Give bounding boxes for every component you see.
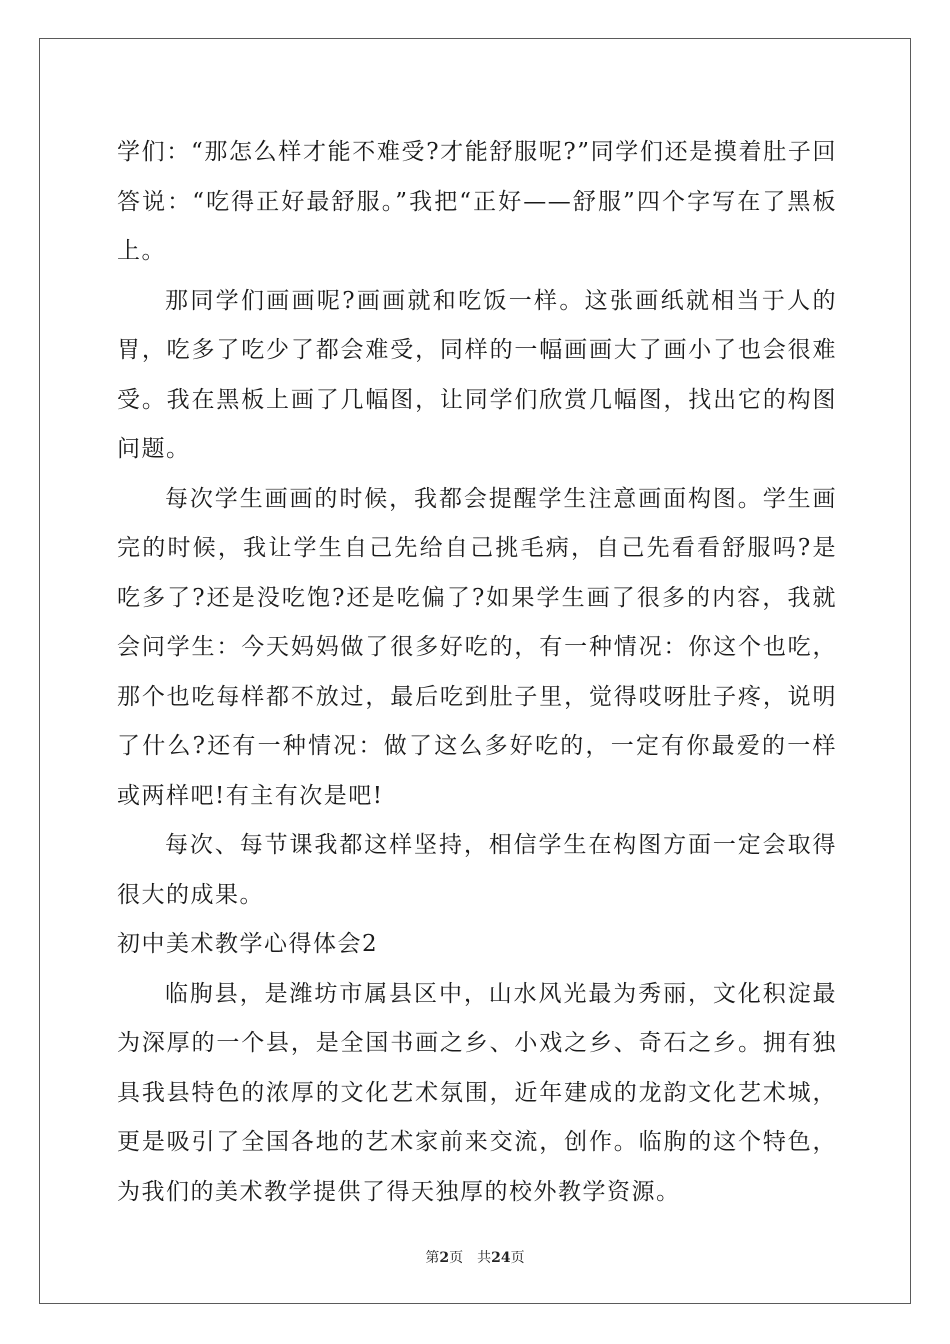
paragraph: 每次、每节课我都这样坚持，相信学生在构图方面一定会取得很大的成果。 (117, 832, 837, 908)
page-footer (0, 1247, 950, 1267)
section-heading: 初中美术教学心得体会2 (117, 931, 379, 957)
paragraph-continuation: 学们：“那怎么样才能不难受?才能舒服呢?”同学们还是摸着肚子回答说：“吃得正好最舒服。”我把“正好——舒服”四个字写在了黑板上。 (117, 139, 837, 264)
page-suffix: 页 (449, 1250, 464, 1266)
paragraph: 每次学生画画的时候，我都会提醒学生注意画面构图。学生画完的时候，我让学生自己先给自己挑毛病，自己先看看舒服吗?是吃多了?还是没吃饱?还是吃偏了?如果学生画了很多的内容，我就会问学生：今天妈妈做了很多好吃的，有一种情况：你这个也吃，那个也吃每样都不放过，最后吃到肚子里，觉得哎呀肚子疼，说明了什么?还有一种情况：做了这么多好吃的，一定有你最爱的一样或两样吧!有主有次是吧! (117, 485, 837, 809)
total-pages: 24 (491, 1250, 511, 1266)
total-prefix: 共 (477, 1250, 492, 1266)
page-prefix: 第 (425, 1250, 440, 1266)
page-number: 2 (439, 1250, 450, 1266)
paragraph: 临朐县，是潍坊市属县区中，山水风光最为秀丽，文化积淀最为深厚的一个县，是全国书画之乡、小戏之乡、奇石之乡。拥有独具我县特色的浓厚的文化艺术氛围，近年建成的龙韵文化艺术城，更是吸引了全国各地的艺术家前来交流，创作。临朐的这个特色，为我们的美术教学提供了得天独厚的校外教学资源。 (117, 980, 837, 1205)
total-suffix: 页 (510, 1250, 525, 1266)
document-body (117, 128, 837, 1217)
paragraph: 那同学们画画呢?画画就和吃饭一样。这张画纸就相当于人的胃，吃多了吃少了都会难受，同样的一幅画画大了画小了也会很难受。我在黑板上画了几幅图，让同学们欣赏几幅图，找出它的构图问题。 (117, 287, 837, 462)
